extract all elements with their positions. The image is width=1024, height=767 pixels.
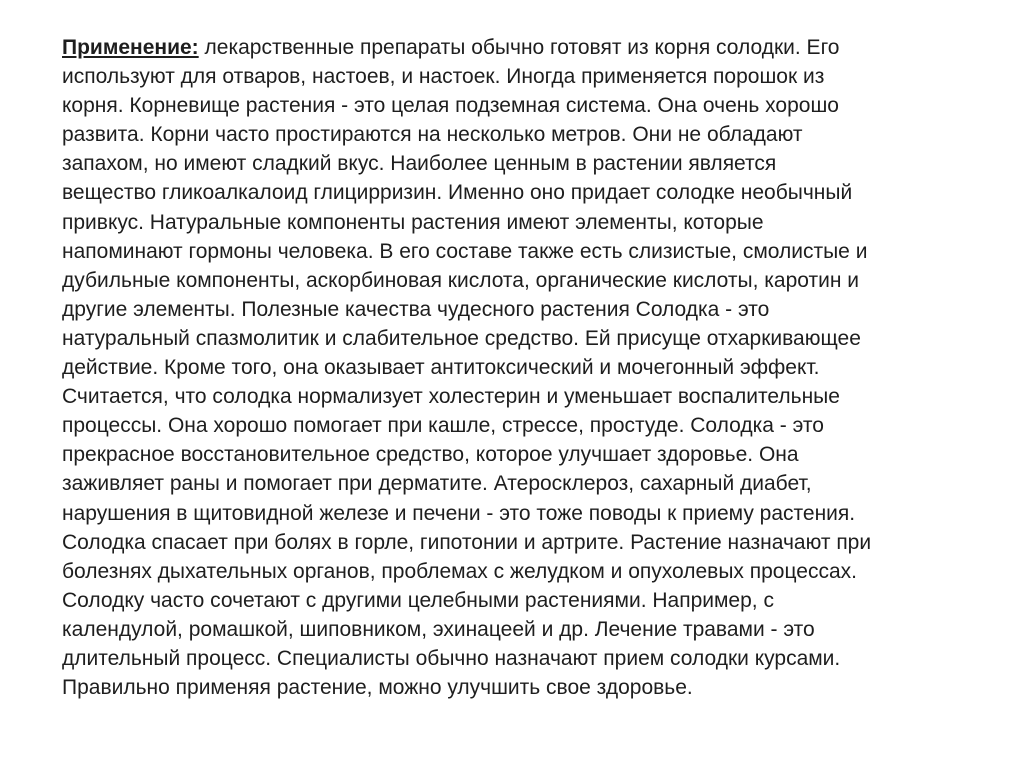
text-line: корня. Корневище растения - это целая подземная система. Она очень хорошо xyxy=(62,94,839,118)
text-line: календулой, ромашкой, шиповником, эхинацеей и др. Лечение травами - это xyxy=(62,617,815,641)
text-line xyxy=(62,33,982,62)
text-line: используют для отваров, настоев, и настоек. Иногда применяется порошок из xyxy=(62,65,825,89)
text-line: заживляет раны и помогает при дерматите. Атеросклероз, сахарный диабет, xyxy=(62,472,812,496)
text-line: напоминают гормоны человека. В его составе также есть слизистые, смолистые и xyxy=(62,239,868,263)
text-line: вещество гликоалкалоид глицирризин. Именно оно придает солодке необычный xyxy=(62,181,853,205)
text-line: прекрасное восстановительное средство, которое улучшает здоровье. Она xyxy=(62,443,799,467)
text-line: дубильные компоненты, аскорбиновая кислота, органические кислоты, каротин и xyxy=(62,268,860,292)
text-line: другие элементы. Полезные качества чудесного растения Солодка - это xyxy=(62,297,770,321)
text-line: процессы. Она хорошо помогает при кашле, стрессе, простуде. Солодка - это xyxy=(62,414,824,438)
text-line: болезнях дыхательных органов, проблемах с желудком и опухолевых процессах. xyxy=(62,559,857,583)
text-line: Считается, что солодка нормализует холестерин и уменьшает воспалительные xyxy=(62,385,840,409)
text-line: Правильно применяя растение, можно улучшить свое здоровье. xyxy=(62,676,693,700)
text-line: длительный процесс. Специалисты обычно назначают прием солодки курсами. xyxy=(62,646,841,670)
text-line: развита. Корни часто простираются на несколько метров. Они не обладают xyxy=(62,123,803,147)
section-heading: Применение: xyxy=(62,36,199,59)
text-line: нарушения в щитовидной железе и печени - это тоже поводы к приему растения. xyxy=(62,501,856,525)
text-line: натуральный спазмолитик и слабительное средство. Ей присуще отхаркивающее xyxy=(62,326,861,350)
body-text xyxy=(62,33,982,702)
text-line: запахом, но имеют сладкий вкус. Наиболее ценным в растении является xyxy=(62,152,777,176)
text-line: привкус. Натуральные компоненты растения имеют элементы, которые xyxy=(62,210,764,234)
text-line-content: лекарственные препараты обычно готовят из корня солодки. Его xyxy=(198,36,840,59)
text-line: Солодка спасает при болях в горле, гипотонии и артрите. Растение назначают при xyxy=(62,530,872,554)
text-line: Солодку часто сочетают с другими целебными растениями. Например, с xyxy=(62,588,774,612)
text-line: действие. Кроме того, она оказывает антитоксический и мочегонный эффект. xyxy=(62,356,820,380)
